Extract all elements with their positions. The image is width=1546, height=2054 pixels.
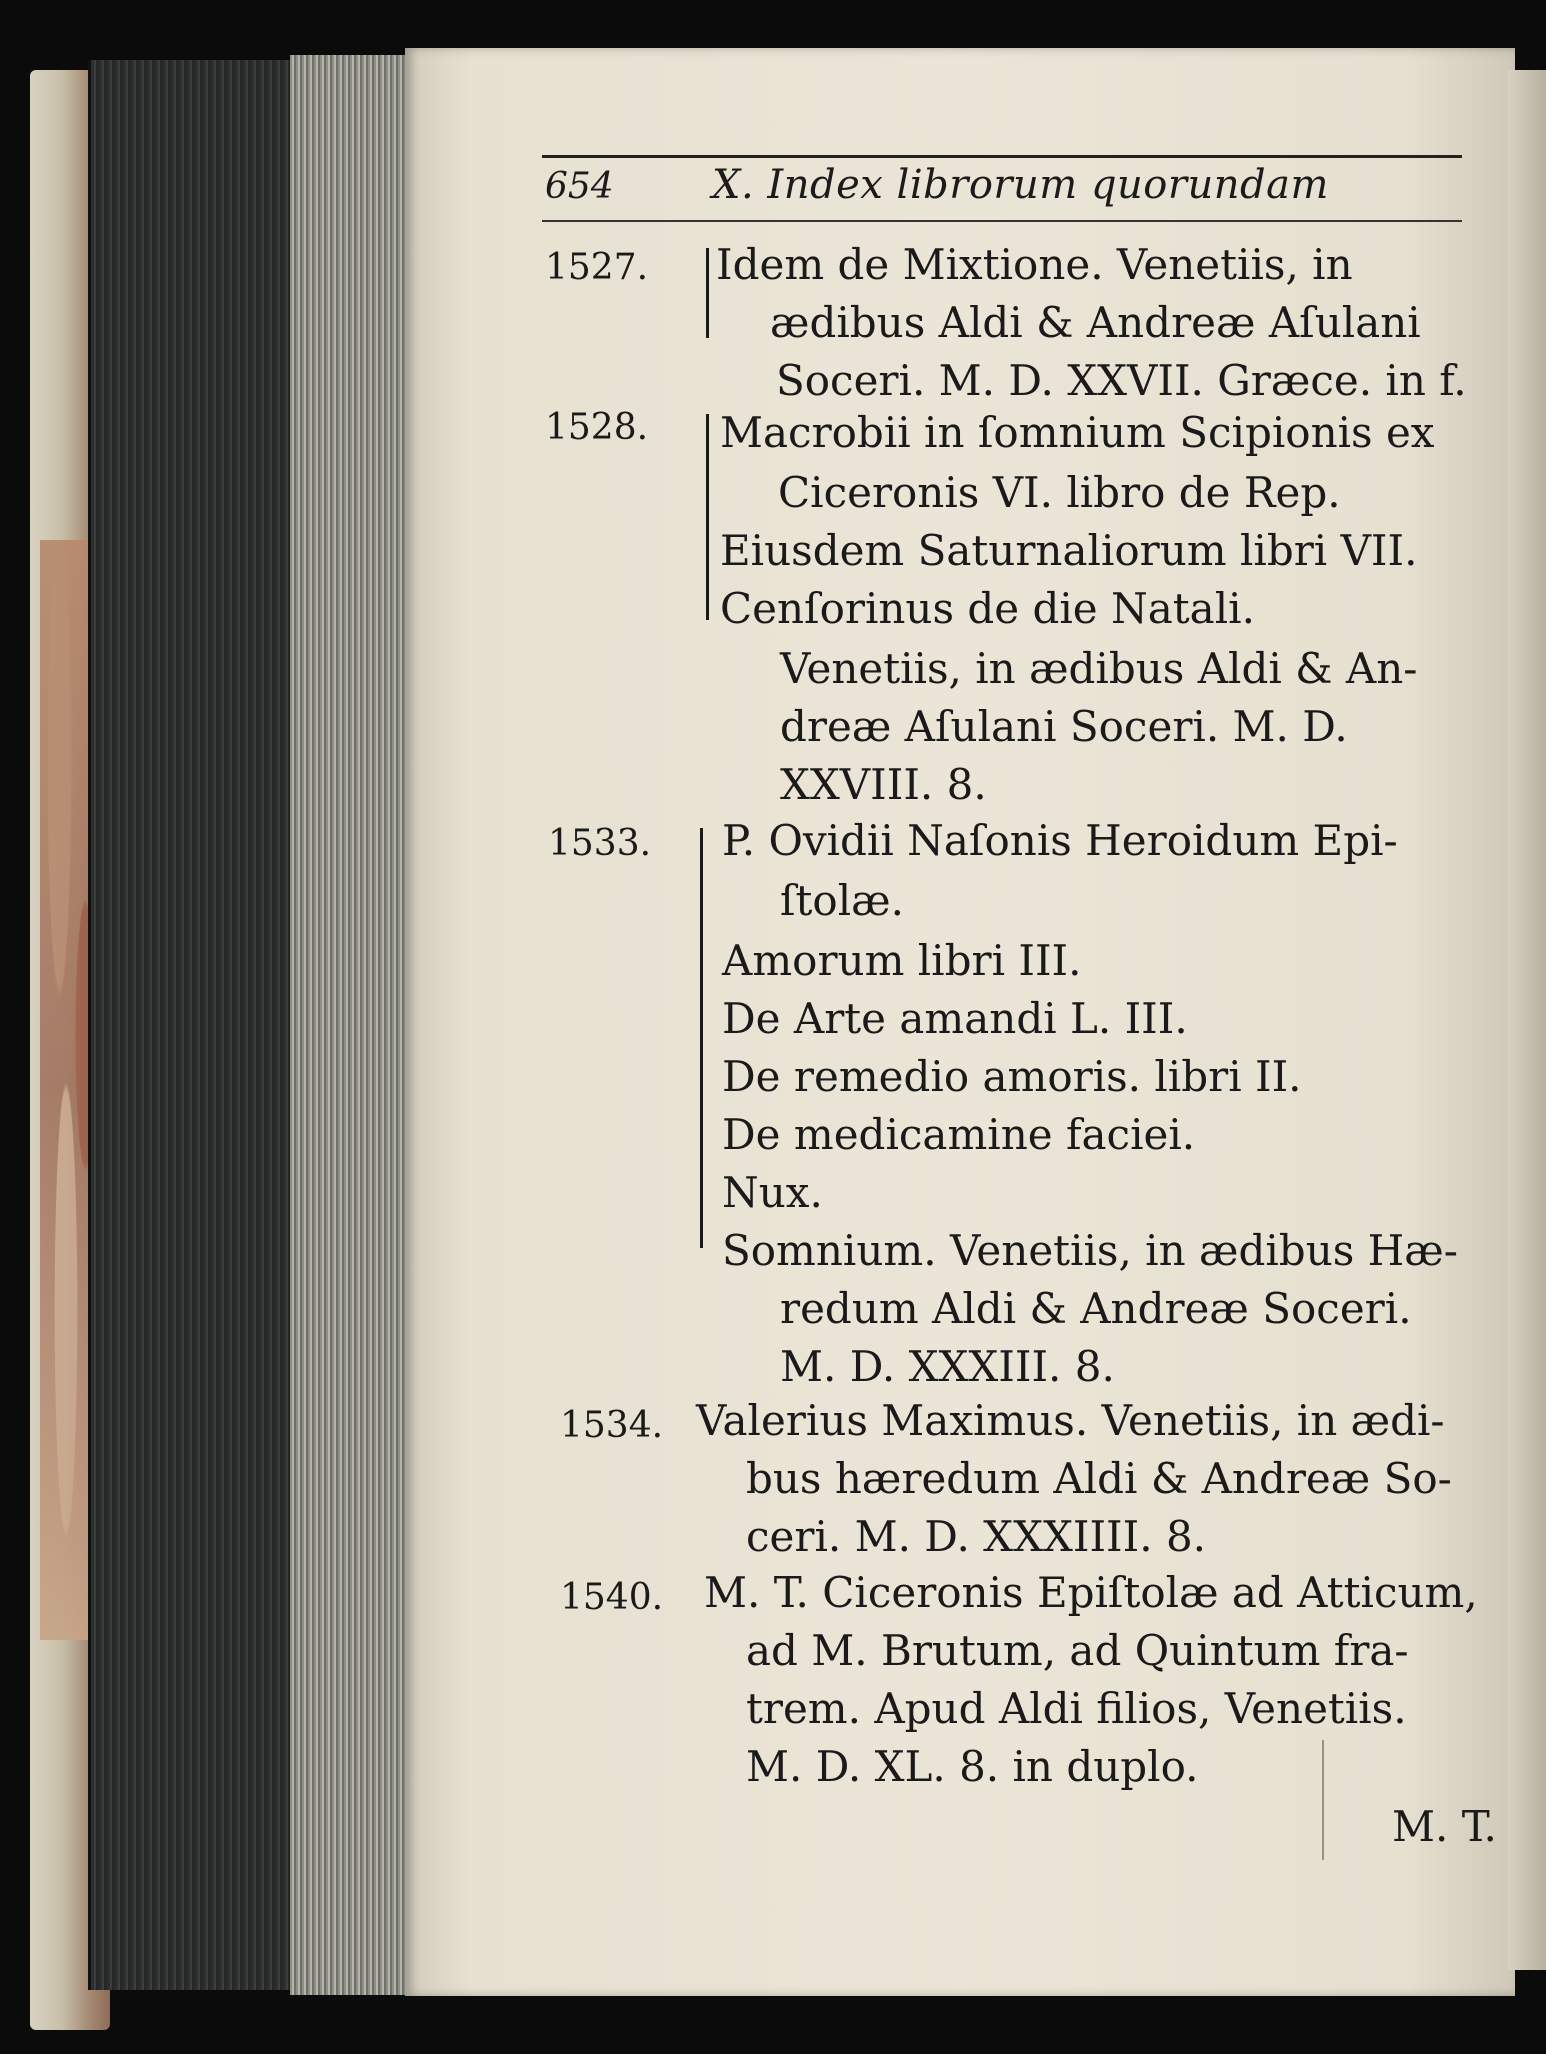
page-block-edge-light — [290, 55, 410, 1995]
entry-line: Cenſorinus de die Natali. — [720, 584, 1255, 633]
entry-line: Somnium. Venetiis, in ædibus Hæ- — [722, 1226, 1458, 1275]
entry-line: ædibus Aldi & Andreæ Aſulani — [770, 298, 1421, 347]
entry-line: Eiusdem Saturnaliorum libri VII. — [720, 526, 1418, 575]
entry-brace — [700, 828, 703, 1248]
header-rule-bottom — [542, 220, 1462, 222]
entry-line: M. D. XXXIII. 8. — [780, 1342, 1115, 1391]
entry-line: Nux. — [722, 1168, 823, 1217]
entry-line: Macrobii in ſomnium Scipionis ex — [720, 408, 1435, 457]
entry-line: Venetiis, in ædibus Aldi & An- — [780, 644, 1418, 693]
entry-brace — [706, 248, 709, 338]
entry-line: ſtolæ. — [780, 876, 904, 925]
entry-line: Ciceronis VI. libro de Rep. — [778, 468, 1341, 517]
entry-line: De Arte amandi L. III. — [722, 994, 1188, 1043]
entry-line: Soceri. M. D. XXVII. Græce. in f. — [776, 356, 1467, 405]
margin-mark — [1322, 1740, 1324, 1860]
page-number: 654 — [545, 166, 614, 207]
entry-line: trem. Apud Aldi filios, Venetiis. — [746, 1684, 1407, 1733]
entry-line: P. Ovidii Naſonis Heroidum Epi- — [722, 816, 1398, 865]
entry-line: ceri. M. D. XXXIIII. 8. — [746, 1512, 1207, 1561]
entry-line: M. D. XL. 8. in duplo. — [746, 1742, 1199, 1791]
entry-line: Valerius Maximus. Venetiis, in ædi- — [696, 1396, 1445, 1445]
entry-line: ad M. Brutum, ad Quintum fra- — [746, 1626, 1409, 1675]
entry-brace — [706, 414, 709, 620]
entry-line: redum Aldi & Andreæ Soceri. — [780, 1284, 1412, 1333]
running-title: X. Index librorum quorundam — [712, 162, 1329, 208]
entry-year: 1527. — [545, 247, 649, 288]
entry-year: 1534. — [560, 1405, 664, 1446]
entry-line: De remedio amoris. libri II. — [722, 1052, 1302, 1101]
entry-line: Amorum libri III. — [722, 936, 1082, 985]
entry-line: M. T. Ciceronis Epiſtolæ ad Atticum, — [704, 1568, 1478, 1617]
entry-line: XXVIII. 8. — [780, 760, 987, 809]
catchword: M. T. — [1392, 1802, 1497, 1851]
entry-year: 1533. — [548, 823, 652, 864]
entry-year: 1540. — [560, 1577, 664, 1618]
entry-line: Idem de Mixtione. Venetiis, in — [716, 240, 1353, 289]
facing-page-edge — [1508, 70, 1546, 1970]
header-rule-top — [542, 155, 1462, 158]
entry-line: bus hæredum Aldi & Andreæ So- — [746, 1454, 1452, 1503]
entry-line: De medicamine faciei. — [722, 1110, 1196, 1159]
entry-year: 1528. — [545, 407, 649, 448]
entry-line: dreæ Aſulani Soceri. M. D. — [780, 702, 1348, 751]
